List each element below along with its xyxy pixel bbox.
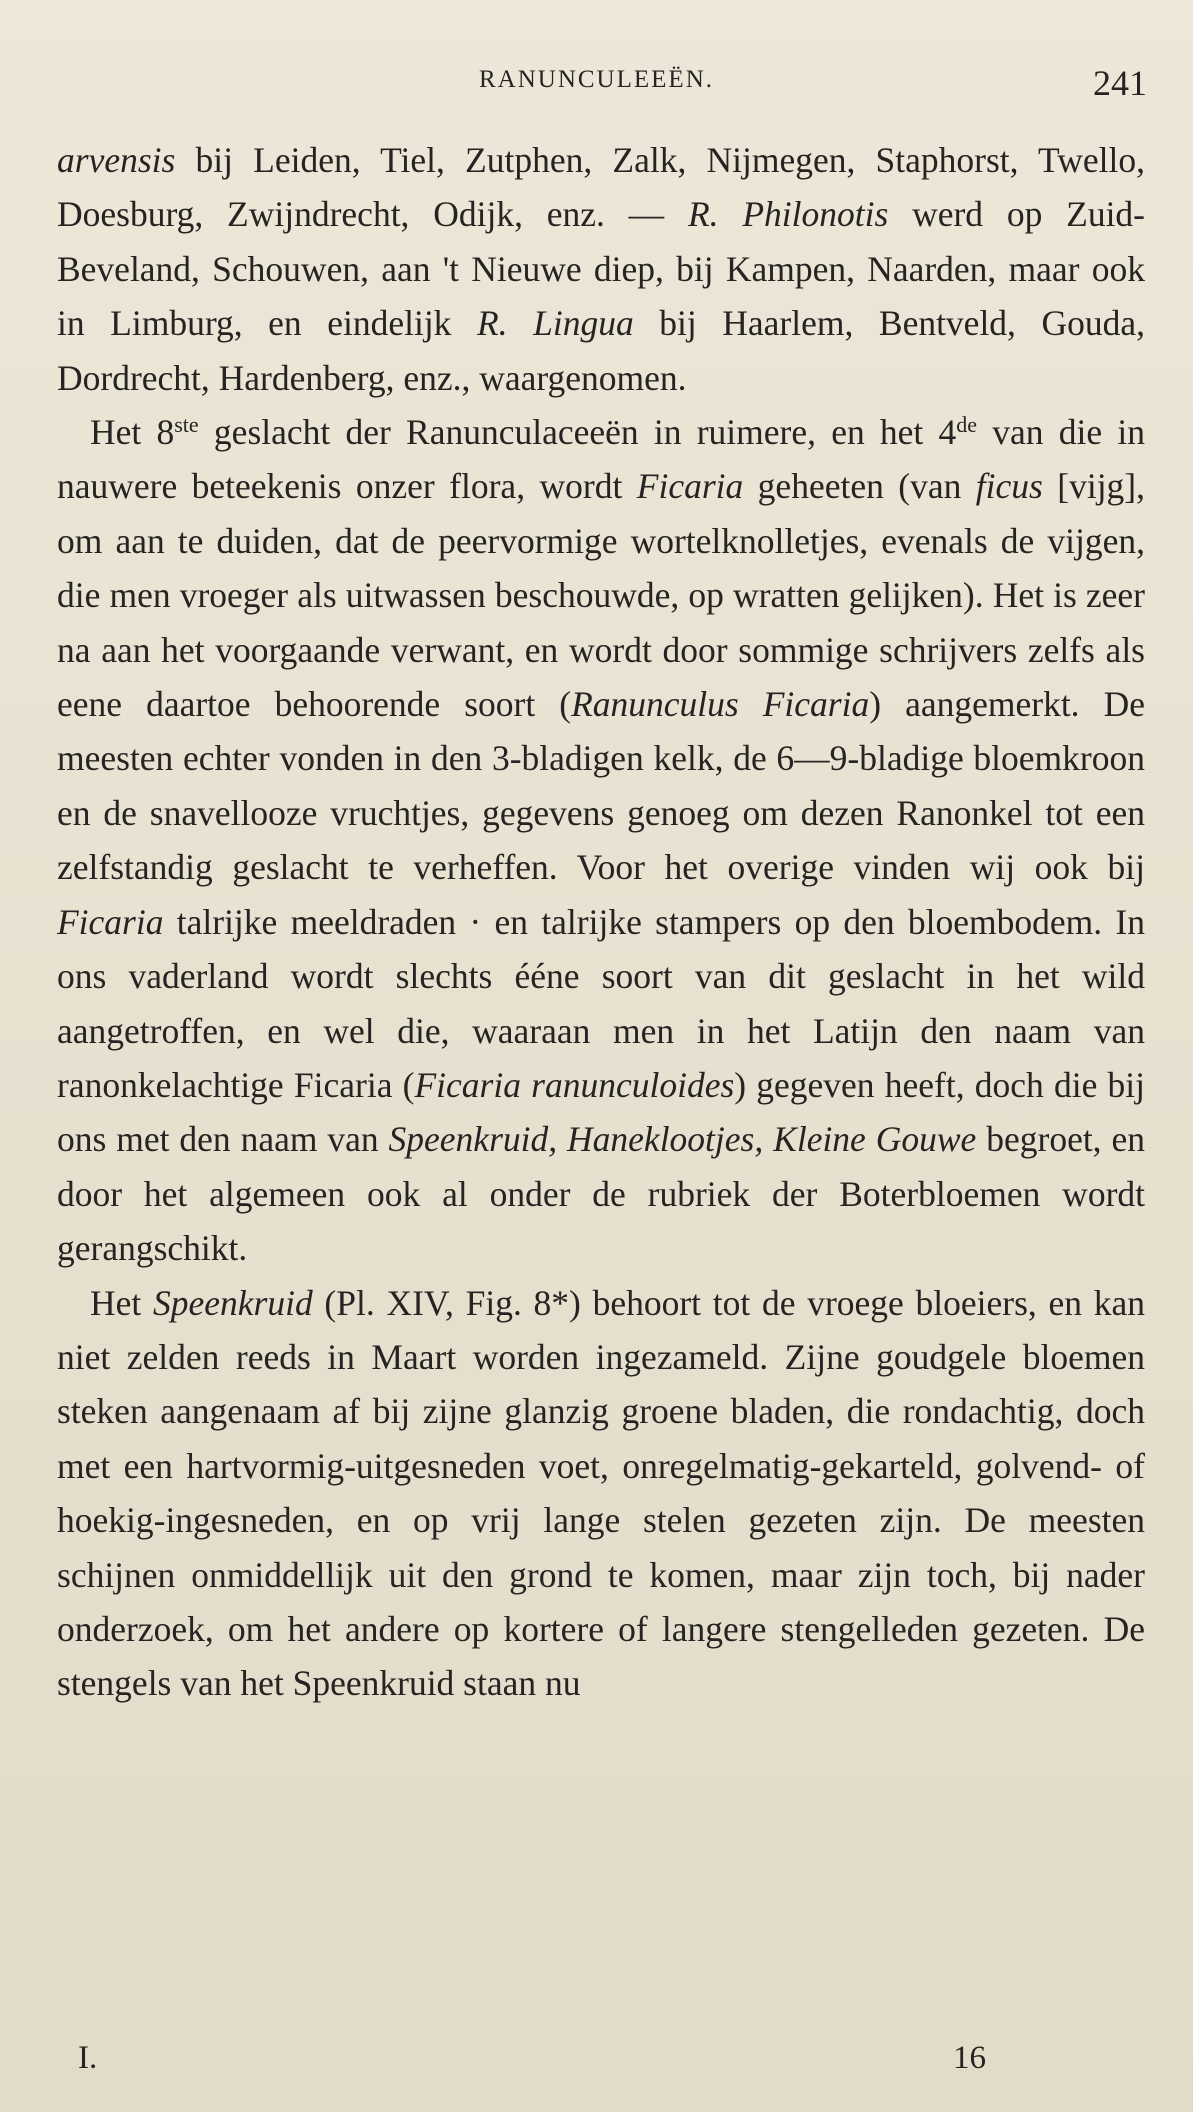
running-head: RANUNCULEEËN.	[478, 66, 714, 93]
ordinal-suffix: ste	[174, 412, 199, 438]
paragraph-3	[57, 1276, 1145, 1711]
italic-term: R. Philonotis	[687, 194, 889, 235]
signature-mark: 16	[953, 2040, 986, 2076]
italic-term: arvensis	[57, 140, 176, 180]
italic-term: Ficaria ranunculoides	[414, 1064, 735, 1105]
text-run: talrijke meeldraden · en talrijke stampers op den bloembodem. In ons vaderland wordt slechts éénе soort van dit geslacht in het wild aangetroffen, en wel die, waaraan men in het Latijn den naam van ranonkelachtige Ficaria (	[57, 901, 1145, 1105]
text-run: Het	[90, 1282, 153, 1323]
italic-term: R. Lingua	[476, 303, 634, 344]
italic-term: Ficaria	[636, 466, 744, 507]
text-run: werd op Zuid-Beveland, Schouwen, aan 't Nieuwe diep, bij Kampen, Naarden, maar ook in Limburg, en eindelijk	[57, 194, 1146, 344]
text-run: van die in nauwere beteekenis onzer flora, wordt	[57, 412, 1145, 507]
text-run: ) gegeven heeft, doch die bij ons met den naam van	[57, 1064, 1145, 1160]
text-run: (Pl. XIV, Fig. 8*) behoort tot de vroege bloeiers, en kan niet zelden reeds in Maart worden ingezameld. Zijne goudgele bloemen steken aangenaam af bij zijne glanzig groene bladen, die rondachtig, doch met een hartvormig-uitgesneden voet, onregelmatig-gekarteld, golvend- of hoekig-ingesneden, en op vrij lange stelen gezeten zijn. De meesten schijnen onmiddellijk uit den grond te komen, maar zijn toch, bij nader onderzoek, om het andere op kortere of langere stengelleden gezeten. De stengels van het Speenkruid staan nu	[57, 1282, 1145, 1704]
text-run: Het 8	[90, 412, 175, 453]
italic-term: Speenkruid	[153, 1282, 313, 1323]
volume-mark: I.	[78, 2040, 98, 2076]
italic-term: Ranunculus Ficaria	[571, 684, 870, 725]
text-run: geheeten (van	[743, 466, 976, 507]
paragraph-2	[57, 405, 1145, 1276]
italic-term: ficus	[975, 466, 1043, 507]
text-run: begroet, en door het algemeen ook al onder de rubriek der Boterbloemen wordt gerangschikt.	[57, 1119, 1145, 1269]
italic-term: Speenkruid, Haneklootjes, Kleine Gouwe	[388, 1119, 977, 1160]
body-text	[57, 133, 1145, 1711]
text-run: ) aangemerkt. De meesten echter vonden in den 3-bladigen kelk, de 6—9-bladige bloemkroon en de snavellooze vruchtjes, gegevens genoeg om dezen Ranonkel tot een zelfstandig geslacht te verheffen. Voor het overige vinden wij ook bij	[57, 684, 1145, 888]
text-run: geslacht der Ranunculaceeën in ruimere, en het 4	[198, 412, 957, 453]
text-run: bij Leiden, Tiel, Zutphen, Zalk, Nijmegen, Staphorst, Twello, Doesburg, Zwijndrecht, Odijk, enz. —	[57, 140, 1145, 235]
text-run: [vijg], om aan te duiden, dat de peervormige wortelknolletjes, evenals de vijgen, die men vroeger als uitwassen beschouwde, op wratten gelijken). Het is zeer na aan het voorgaande verwant, en wordt door sommige schrijvers zelfs als eene daartoe behoorende soort (	[57, 466, 1146, 725]
italic-term: Ficaria	[57, 901, 164, 942]
text-run: bij Haarlem, Bentveld, Gouda, Dordrecht, Hardenberg, enz., waargenomen.	[57, 303, 1145, 398]
ordinal-suffix: de	[956, 412, 978, 438]
paragraph-1	[57, 133, 1145, 405]
page-number: 241	[1093, 63, 1147, 103]
